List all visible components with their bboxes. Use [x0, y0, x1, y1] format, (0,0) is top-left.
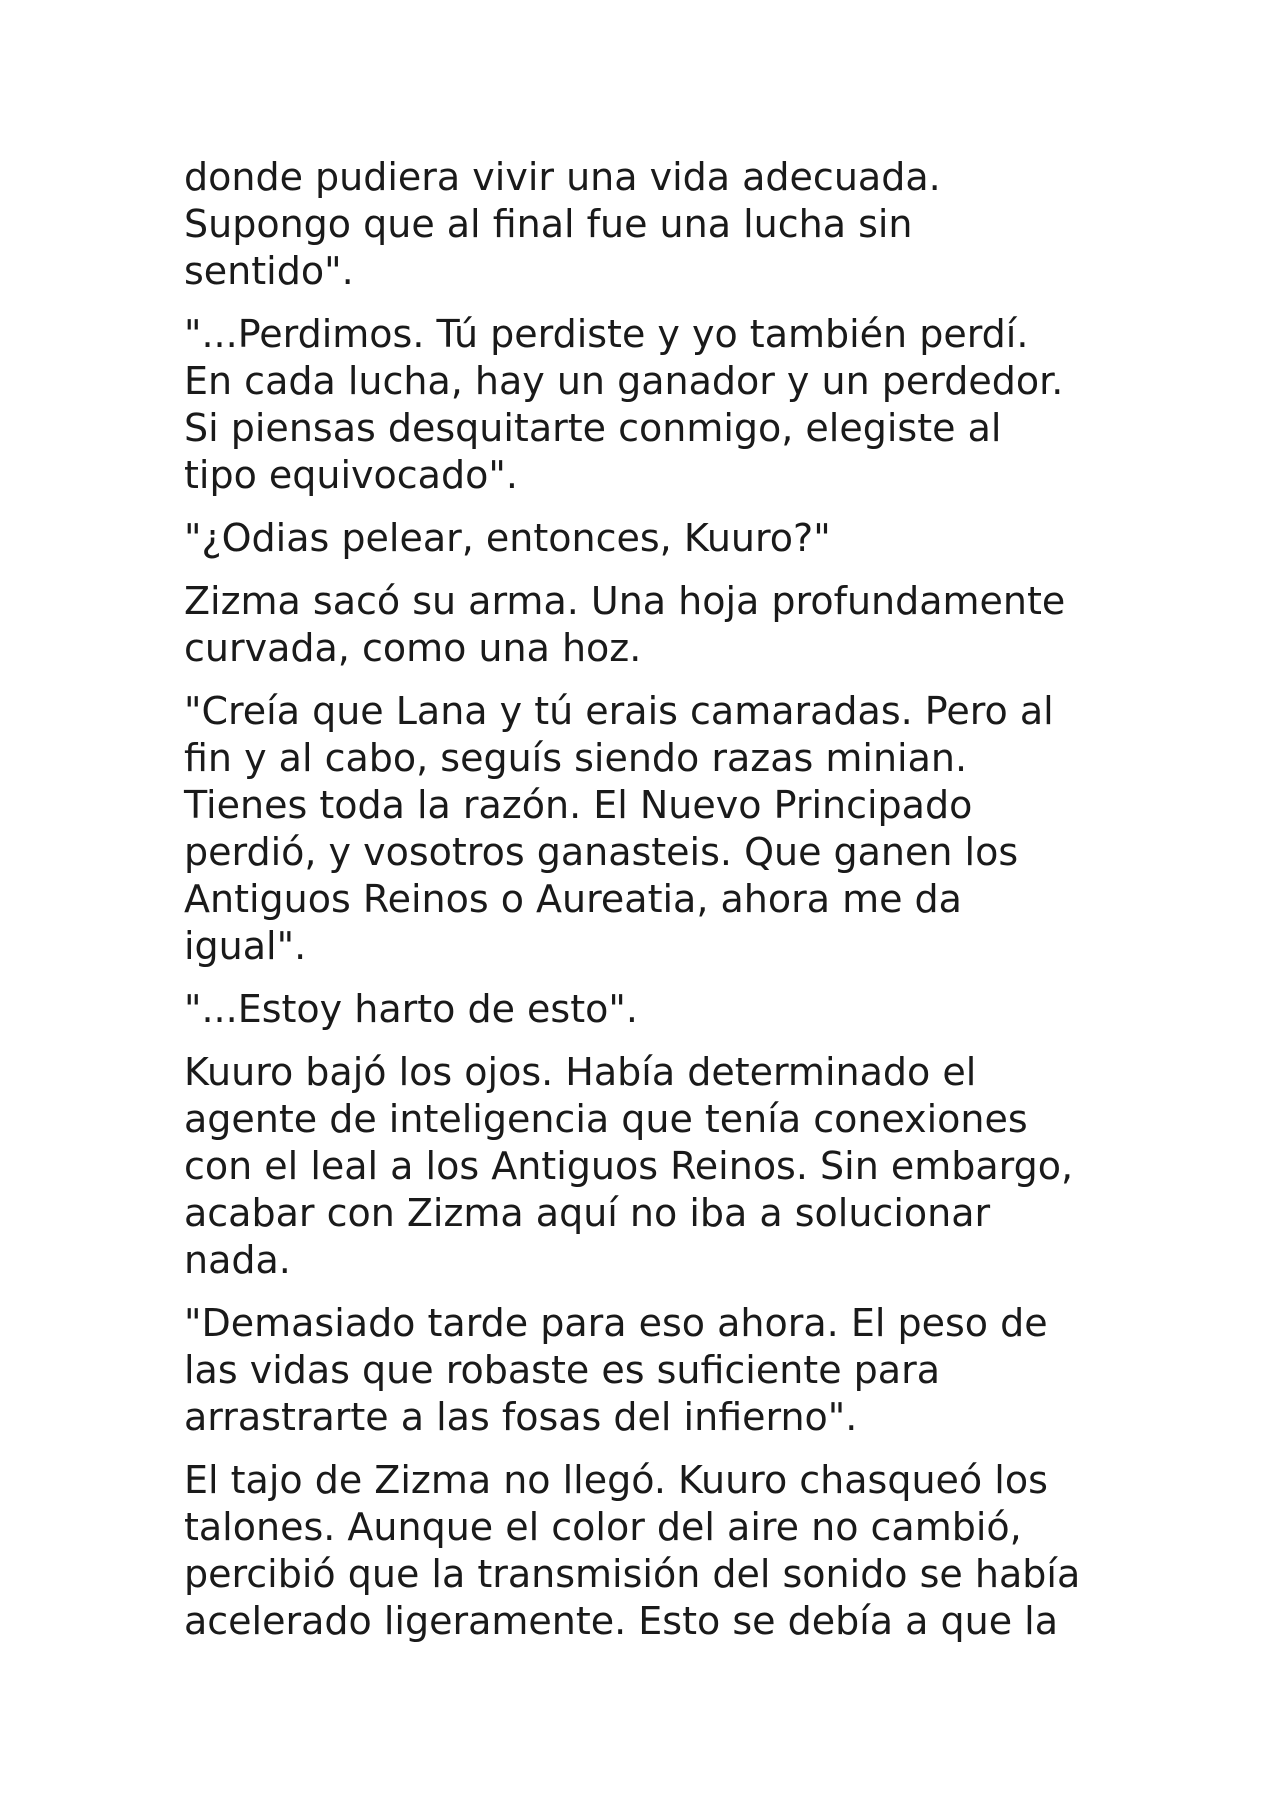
paragraph-7: Kuuro bajó los ojos. Había determinado el agente de inteligencia que tenía conexiones con el leal a los Antiguos Reinos. Sin embargo, acabar con Zizma aquí no iba a solucionar nada. [184, 1050, 1074, 1282]
paragraph-2: "...Perdimos. Tú perdiste y yo también perdí. En cada lucha, hay un ganador y un perdedor. Si piensas desquitarte conmigo, elegiste al tipo equivocado". [184, 312, 1064, 497]
paragraph-6: "...Estoy harto de esto". [184, 987, 638, 1031]
paragraph-5: "Creía que Lana y tú erais camaradas. Pero al fin y al cabo, seguís siendo razas minian. Tienes toda la razón. El Nuevo Principado perdió, y vosotros ganasteis. Que ganen los Antiguos Reinos o Aureatia, ahora me da igual". [184, 689, 1054, 968]
paragraph-9: El tajo de Zizma no llegó. Kuuro chasqueó los talones. Aunque el color del aire no cambió, percibió que la transmisión del sonido se había acelerado ligeramente. Esto se debía a que la [184, 1458, 1081, 1643]
paragraph-1: donde pudiera vivir una vida adecuada. Supongo que al final fue una lucha sin sentido". [184, 155, 941, 293]
body-text [184, 154, 1124, 1661]
paragraph-4: Zizma sacó su arma. Una hoja profundamente curvada, como una hoz. [184, 579, 1066, 670]
paragraph-3: "¿Odias pelear, entonces, Kuuro?" [184, 516, 831, 560]
paragraph-8: "Demasiado tarde para eso ahora. El peso de las vidas que robaste es suficiente para arrastrarte a las fosas del infierno". [184, 1301, 1048, 1439]
